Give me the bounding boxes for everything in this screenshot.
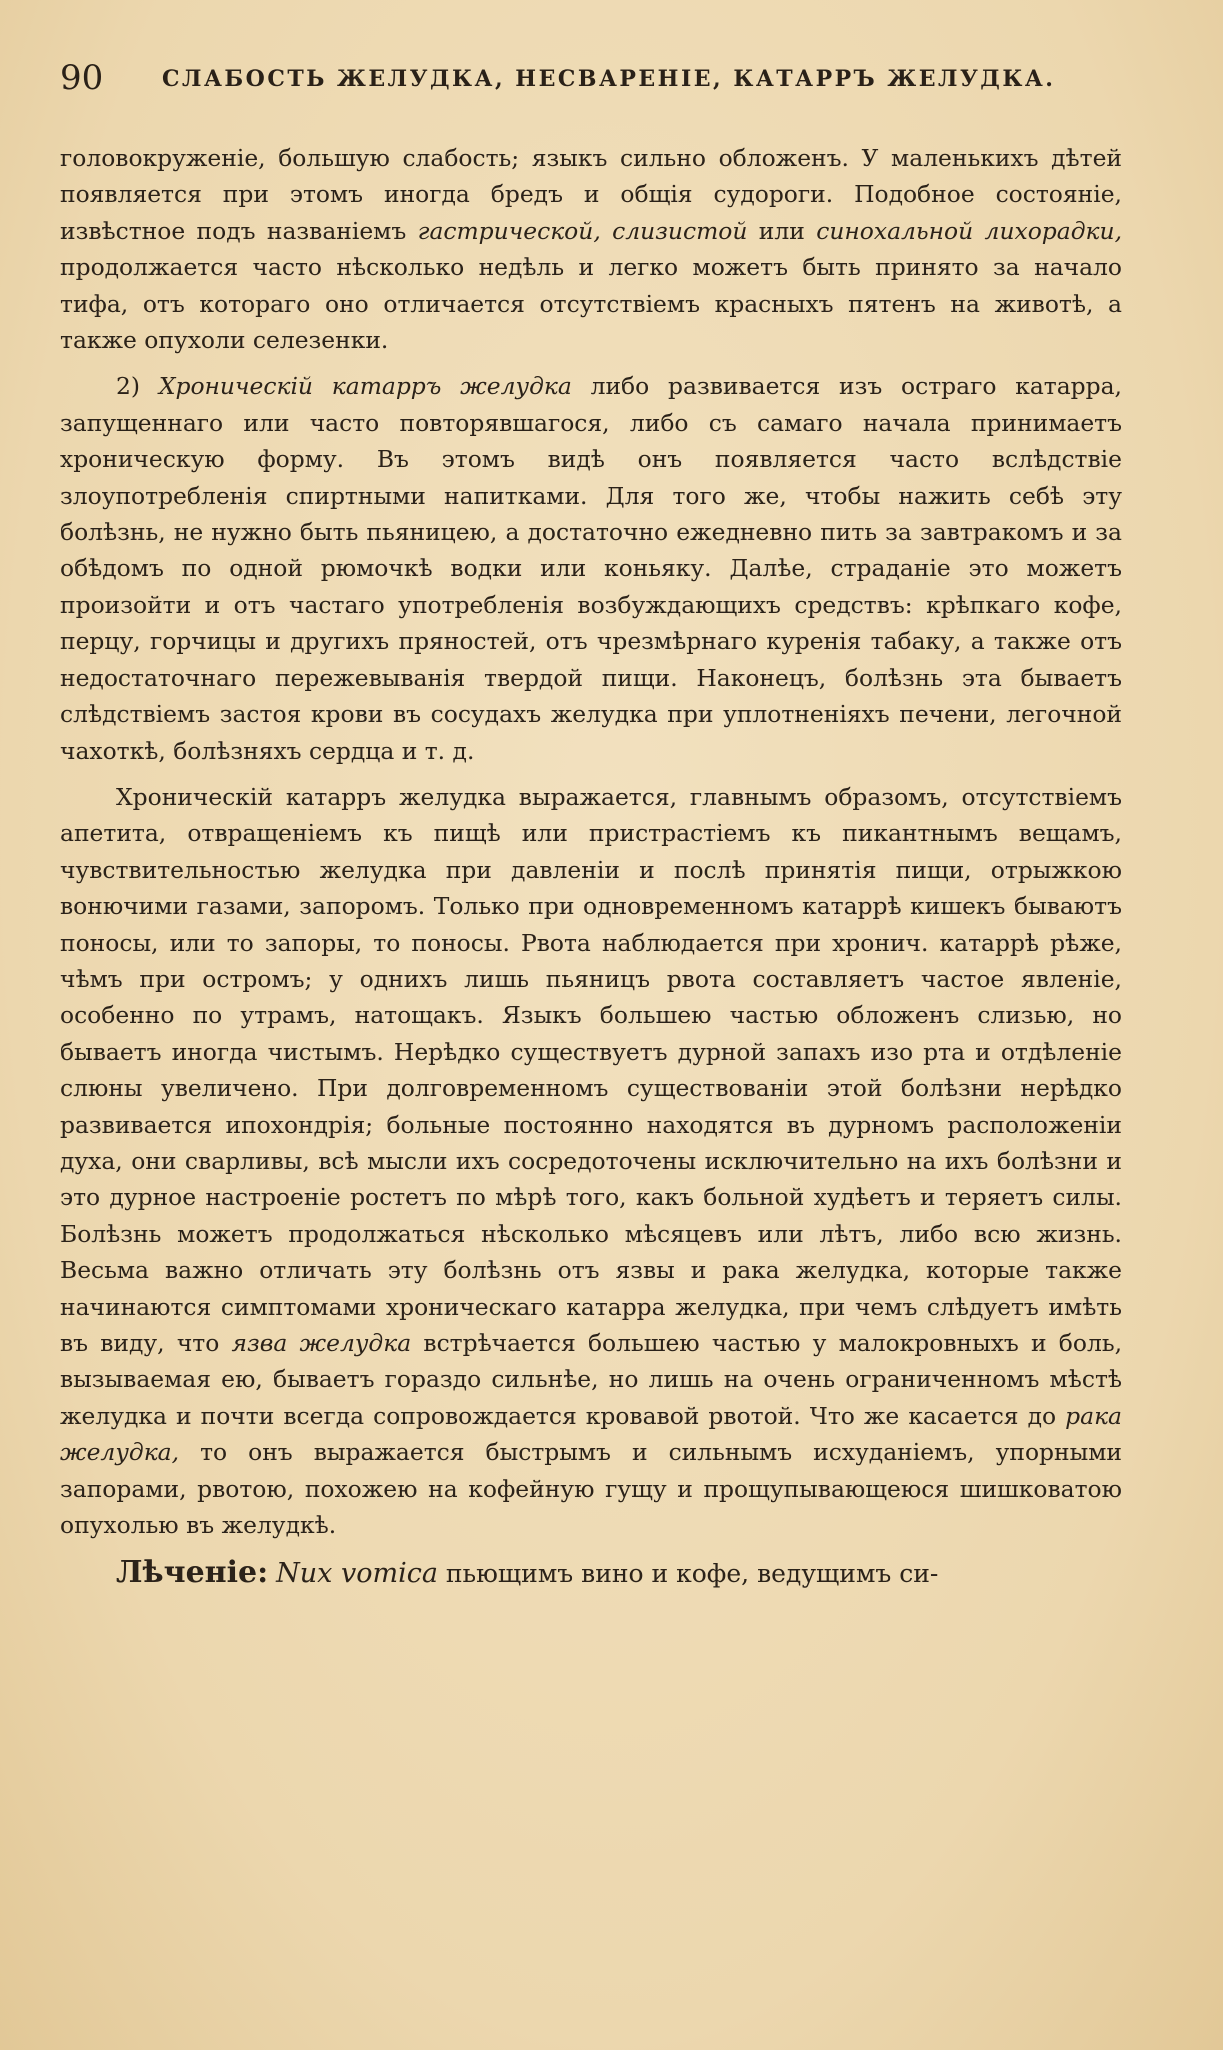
italic-term: язва желудка	[231, 1329, 412, 1357]
text-run: продолжается часто нѣсколько недѣль и легко можетъ быть принято за начало тифа, отъ котораго оно отличается отсутствіемъ красныхъ пятенъ на животѣ, а также опухоли селезенки.	[60, 253, 1122, 355]
paragraph-chronic-catarrh	[60, 368, 1122, 768]
text-run: или	[747, 216, 817, 245]
italic-term: синохальной лихорадки,	[816, 216, 1122, 245]
text-run: то онъ выражается быстрымъ и сильнымъ исхуданіемъ, упорными запорами, рвотою, похожею на кофейную гущу и прощупывающеюся шишковатою опухолью въ желудкѣ.	[60, 1438, 1122, 1540]
italic-term: рака желудка,	[60, 1401, 1122, 1467]
text-run: пьющимъ вино и кофе, ведущимъ си-	[437, 1559, 939, 1589]
paragraph-treatment	[60, 1555, 1122, 1592]
treatment-label: Лѣченіе:	[116, 1555, 269, 1591]
page-header	[60, 58, 1130, 108]
paragraph-symptoms	[60, 779, 1122, 1544]
section-number: 2)	[116, 372, 159, 401]
remedy-name: Nux vomica	[276, 1558, 438, 1590]
text-run: встрѣчается большею частью у малокровныхъ и боль, вызываемая ею, бываетъ гораздо сильнѣе, но лишь на очень ограниченномъ мѣстѣ желудка и почти всегда сопровождается кровавой рвотой. Что же касается до	[60, 1329, 1122, 1430]
text-run: головокруженіе, большую слабость; языкъ сильно обложенъ. У маленькихъ дѣтей появляется при этомъ иногда бредъ и общія судороги. Подобное состояніе, извѣстное подъ названіемъ	[60, 144, 1122, 245]
text-run: Хроническій катарръ желудка выражается, главнымъ образомъ, отсутствіемъ апетита, отвращеніемъ къ пищѣ или пристрастіемъ къ пикантнымъ вещамъ, чувствительностью желудка при давленіи и послѣ принятія пищи, отрыжкою вонючими газами, запоромъ. Только при одновременномъ катаррѣ кишекъ бываютъ поносы, или то запоры, то поносы. Рвота наблюдается при хронич. катаррѣ рѣже, чѣмъ при остромъ; у однихъ лишь пьяницъ рвота составляетъ частое явленіе, особенно по утрамъ, натощакъ. Языкъ большею частью обложенъ слизью, но бываетъ иногда чистымъ. Нерѣдко существуетъ дурной запахъ изо рта и отдѣленіе слюны увеличено. При долговременномъ существованіи этой болѣзни нерѣдко развивается ипохондрія; больные постоянно находятся въ дурномъ расположеніи духа, они сварливы, всѣ мысли ихъ сосредоточены исключительно на ихъ болѣзни и это дурное настроеніе ростетъ по мѣрѣ того, какъ больной худѣетъ и теряетъ силы. Болѣзнь можетъ продолжаться нѣсколько мѣсяцевъ или лѣтъ, либо всю жизнь. Весьма важно отличать эту болѣзнь отъ язвы и рака желудка, которые также начинаются симптомами хроническаго катарра желудка, при чемъ слѣдуетъ имѣть въ виду, что	[60, 782, 1122, 1357]
main-text	[60, 140, 1122, 1593]
text-run: либо развивается изъ остраго катарра, запущеннаго или часто повторявшагося, либо съ самаго начала принимаетъ хроническую форму. Въ этомъ видѣ онъ появляется часто вслѣдствіе злоупотребленія спиртными напитками. Для того же, чтобы нажить себѣ эту болѣзнь, не нужно быть пьяницею, а достаточно ежедневно пить за завтракомъ и за обѣдомъ по одной рюмочкѣ водки или коньяку. Далѣе, страданіе это можетъ произойти и отъ частаго употребленія возбуждающихъ средствъ: крѣпкаго кофе, перцу, горчицы и другихъ пряностей, отъ чрезмѣрнаго куренія табаку, а также отъ недостаточнаго пережевыванія твердой пищи. Наконецъ, болѣзнь эта бываетъ слѣдствіемъ застоя крови въ сосудахъ желудка при уплотненіяхъ печени, легочной чахоткѣ, болѣзняхъ сердца и т. д.	[60, 372, 1122, 765]
italic-term: Хроническій катарръ желудка	[158, 372, 572, 401]
italic-term: гастрической, слизистой	[417, 216, 748, 245]
page-number: 90	[60, 58, 104, 98]
running-title: СЛАБОСТЬ ЖЕЛУДКА, НЕСВАРЕНІЕ, КАТАРРЪ ЖЕЛУДКА.	[162, 66, 1056, 92]
paragraph-continuation	[60, 140, 1122, 358]
